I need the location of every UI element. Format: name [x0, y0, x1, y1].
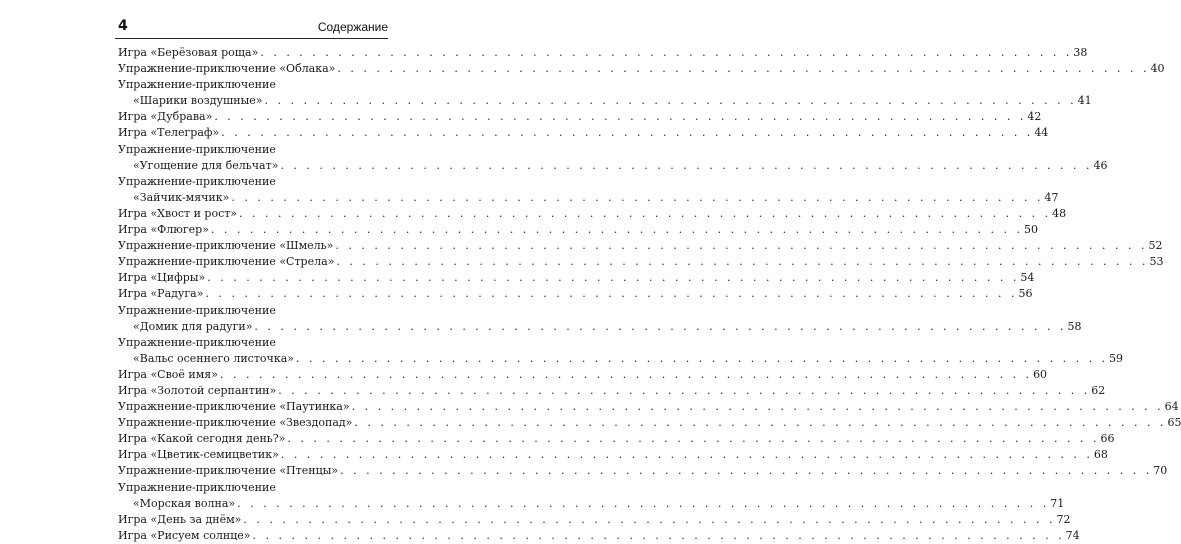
toc-entry-title: Игра «Цветик-семицветик» [118, 448, 279, 462]
toc-entry-title: Упражнение-приключение «Звездопад» [118, 416, 353, 430]
toc-entry-page: 47 [1044, 190, 1059, 204]
toc-entry [118, 222, 1038, 238]
dot-leader [280, 158, 1092, 174]
dot-leader [260, 45, 1072, 61]
dot-leader [296, 351, 1108, 367]
toc-entry-page: 38 [1073, 46, 1088, 59]
toc-entry [118, 254, 1164, 270]
toc-entry-page: 74 [1065, 528, 1080, 542]
toc-entry-page: 50 [1024, 223, 1038, 237]
toc-entry [118, 480, 387, 496]
toc-entry-page: 48 [1052, 206, 1067, 220]
dot-leader [281, 447, 1093, 463]
toc-entry-title: «Морская волна» [133, 496, 236, 510]
dot-leader [231, 190, 1043, 206]
toc-entry-page: 66 [1100, 432, 1115, 446]
dot-leader [207, 270, 1019, 286]
toc-entry [118, 238, 1163, 254]
toc-entry-title: Игра «Цифры» [118, 271, 206, 285]
toc-entry [118, 496, 1065, 512]
toc-entry [118, 367, 1048, 383]
toc-entry-page: 70 [1153, 464, 1168, 478]
table-of-contents [118, 45, 1181, 544]
toc-entry-title: «Домик для радуги» [133, 319, 253, 333]
toc-entry-page: 53 [1149, 255, 1164, 269]
dot-leader [205, 286, 1017, 302]
toc-entry-title: Упражнение-приключение «Птенцы» [118, 464, 339, 478]
dot-leader [237, 496, 1049, 512]
toc-entry-page: 44 [1034, 126, 1049, 140]
toc-entry [118, 286, 1033, 302]
toc-entry-title: Игра «Хвост и рост» [118, 206, 238, 220]
toc-entry [118, 512, 1071, 528]
toc-entry [118, 415, 1181, 431]
toc-entry [118, 528, 1080, 544]
toc-entry-page: 71 [1050, 496, 1065, 510]
toc-entry [118, 206, 1067, 222]
toc-entry-page: 68 [1093, 448, 1108, 462]
toc-entry-title: Упражнение-приключение [118, 174, 276, 188]
toc-entry-page: 42 [1027, 110, 1042, 124]
dot-leader [254, 319, 1066, 335]
dot-leader [337, 61, 1149, 77]
toc-entry-title: Игра «День за днём» [118, 512, 242, 526]
toc-entry [118, 45, 1088, 61]
dot-leader [243, 512, 1055, 528]
dot-leader [214, 109, 1026, 125]
toc-entry-title: Игра «Флюгер» [118, 223, 209, 237]
dot-leader [354, 415, 1166, 431]
toc-entry-page: 60 [1033, 367, 1048, 381]
toc-entry [118, 174, 387, 190]
toc-entry-title: Игра «Какой сегодня день?» [118, 432, 286, 446]
running-header [115, 16, 388, 39]
dot-leader [340, 463, 1152, 479]
toc-entry-page: 72 [1056, 512, 1071, 526]
toc-entry [118, 190, 1059, 206]
toc-entry-page: 62 [1091, 383, 1106, 397]
toc-entry-title: Игра «Радуга» [118, 287, 204, 301]
toc-entry-title: Игра «Рисуем солнце» [118, 528, 251, 542]
toc-entry-title: «Вальс осеннего листочка» [133, 351, 294, 365]
toc-entry [118, 93, 1092, 109]
toc-entry-title: Игра «Дубрава» [118, 110, 213, 124]
toc-entry [118, 303, 387, 319]
toc-entry-page: 46 [1093, 158, 1108, 172]
toc-entry [118, 109, 1042, 125]
toc-entry-title: Упражнение-приключение «Паутинка» [118, 400, 350, 414]
toc-entry [118, 319, 1082, 335]
toc-entry [118, 158, 1108, 174]
dot-leader [211, 222, 1023, 238]
dot-leader [220, 367, 1032, 383]
toc-entry-title: Игра «Своё имя» [118, 367, 218, 381]
toc-entry [118, 447, 1108, 463]
toc-entry-title: «Зайчик-мячик» [133, 190, 230, 204]
toc-entry-title: Упражнение-приключение [118, 335, 276, 349]
toc-entry [118, 270, 1035, 286]
dot-leader [278, 383, 1090, 399]
dot-leader [352, 399, 1164, 415]
toc-entry-page: 56 [1018, 287, 1033, 301]
page-number: 4 [118, 18, 128, 34]
toc-entry-page: 54 [1020, 271, 1035, 285]
dot-leader [287, 431, 1099, 447]
toc-entry-page: 64 [1164, 400, 1179, 414]
toc-entry-title: Игра «Берёзовая роща» [118, 46, 259, 59]
toc-entry-title: Упражнение-приключение «Стрела» [118, 255, 335, 269]
dot-leader [221, 125, 1033, 141]
toc-entry [118, 142, 387, 158]
toc-entry-title: Игра «Золотой серпантин» [118, 383, 277, 397]
toc-entry [118, 61, 1165, 77]
toc-entry-title: «Угощение для бельчат» [133, 158, 279, 172]
toc-entry-title: Игра «Телеграф» [118, 126, 220, 140]
toc-entry [118, 463, 1168, 479]
toc-entry [118, 351, 1124, 367]
toc-entry [118, 335, 387, 351]
dot-leader [239, 206, 1051, 222]
toc-entry-title: Упражнение-приключение [118, 78, 276, 92]
toc-entry [118, 399, 1179, 415]
toc-entry-title: Упражнение-приключение [118, 480, 276, 494]
dot-leader [335, 238, 1147, 254]
toc-entry-page: 40 [1150, 62, 1165, 76]
toc-entry-page: 52 [1148, 239, 1163, 253]
dot-leader [336, 254, 1148, 270]
toc-entry-page: 59 [1109, 351, 1124, 365]
dot-leader [265, 93, 1077, 109]
toc-entry [118, 383, 1106, 399]
toc-entry [118, 431, 1115, 447]
toc-entry [118, 77, 387, 93]
toc-entry-page: 58 [1067, 319, 1082, 333]
toc-entry-title: Упражнение-приключение [118, 142, 276, 156]
section-title: Содержание [317, 20, 388, 34]
toc-entry-title: «Шарики воздушные» [133, 94, 263, 108]
toc-entry-title: Упражнение-приключение «Облака» [118, 62, 336, 76]
toc-entry-title: Упражнение-приключение [118, 303, 276, 317]
toc-entry [118, 125, 1049, 141]
toc-entry-title: Упражнение-приключение «Шмель» [118, 239, 334, 253]
dot-leader [253, 528, 1065, 544]
toc-entry-page: 41 [1077, 94, 1092, 108]
toc-entry-page: 65 [1167, 416, 1181, 430]
